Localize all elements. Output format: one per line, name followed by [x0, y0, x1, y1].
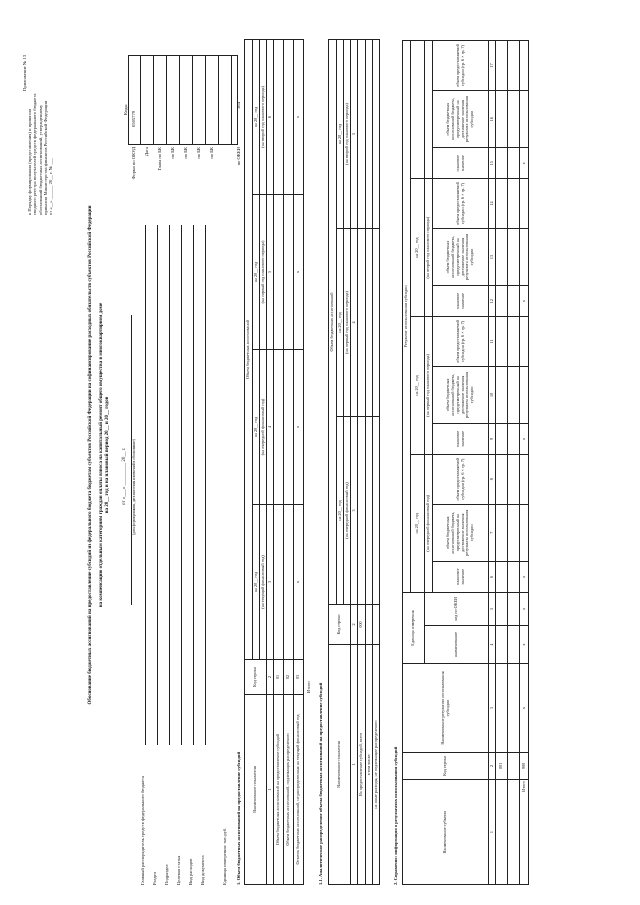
s3-sub-subsidy: объем предоставляемой субсидии (гр. 6 × гр. 7) — [433, 41, 489, 91]
cell — [358, 229, 366, 417]
cell — [496, 228, 508, 285]
s3-period-year: на 20__ год — [411, 179, 425, 317]
cell — [520, 228, 529, 285]
x-mark: x — [520, 664, 529, 752]
s3-sub-subsidy: объем предоставляемой субсидии (гр. 6 × гр. 7) — [433, 179, 489, 229]
cell — [373, 417, 380, 605]
code-value: 384 — [236, 102, 241, 109]
s3-sub-subsidy: объем предоставляемой субсидии (гр. 6 × гр. 7) — [433, 317, 489, 367]
col-number: 11 — [489, 317, 496, 367]
cell — [274, 350, 284, 505]
cell — [508, 286, 520, 317]
col-number: 4 — [489, 625, 496, 664]
s1-period-year: на 20__ год — [253, 505, 260, 660]
col-number: 12 — [489, 286, 496, 317]
s1-total-label: Итого — [306, 681, 311, 693]
document-date: от «___» _________ 20__ г. — [122, 447, 127, 505]
cell — [508, 41, 520, 91]
document-subtitle: на компенсацию отдельным категориям граждан оплаты взноса на капитальный ремонт общего имущества в многоквартирном доме — [99, 302, 104, 608]
annex-line: сводного реестра получателей средств федерального бюджета — [32, 93, 38, 215]
code-label: по БК — [170, 147, 175, 159]
cell — [373, 39, 380, 228]
table-row-total — [520, 41, 529, 885]
s2-period-sub: (на очередной финансовый год) — [344, 417, 351, 605]
cell — [496, 504, 508, 561]
s3-sub-plan: плановое значение — [433, 148, 489, 179]
s2-period-year: на 20__ год — [337, 417, 344, 605]
section-2-table — [328, 39, 380, 885]
cell — [496, 780, 508, 885]
annex-line: обоснований бюджетных ассигнований, утвержденному — [37, 104, 43, 215]
code-label: Дата — [144, 147, 149, 157]
x-mark: x — [520, 561, 529, 592]
col-number: 4 — [267, 350, 274, 505]
s2-period-sub: (на первый год планового периода) — [344, 229, 351, 417]
s3-sub-subsidy: объем предоставляемой субсидии (гр. 6 × гр. 7) — [433, 454, 489, 504]
row-code — [366, 605, 373, 645]
field-target-article: Целевая статья — [176, 855, 181, 885]
field-grbs: Главный распорядитель средств федерального бюджета — [140, 775, 145, 885]
s3-col-group: Результат использования субсидии — [403, 41, 411, 593]
cell: x — [294, 39, 304, 194]
s3-sub-plan: плановое значение — [433, 286, 489, 317]
s1-col-name: Наименование показателя — [245, 695, 267, 885]
field-section: Раздел — [152, 872, 157, 885]
table-row — [373, 39, 380, 884]
cell — [284, 505, 294, 660]
cell — [508, 228, 520, 285]
col-number: 13 — [489, 228, 496, 285]
cell — [274, 505, 284, 660]
col-number: 5 — [489, 592, 496, 625]
cell — [508, 148, 520, 179]
cell: x — [294, 505, 304, 660]
s3-sub-budget: объем бюджетных ассигнований бюджета, предусмотренный на достижение значения результата использования субсидии — [433, 366, 489, 423]
col-number: 8 — [489, 454, 496, 504]
s3-sub-budget: объем бюджетных ассигнований бюджета, предусмотренный на достижение значения результата использования субсидии — [433, 90, 489, 147]
row-code: 03 — [294, 660, 304, 695]
annex-line: приказом Министерства финансов Российской Федерации — [42, 100, 48, 215]
codes-list — [128, 55, 246, 205]
cell — [366, 417, 373, 605]
s3-sub-budget: объем бюджетных ассигнований бюджета, предусмотренный на достижение значения результата использования субсидии — [433, 228, 489, 285]
cell — [366, 39, 373, 228]
cell — [508, 90, 520, 147]
col-number: 3 — [351, 417, 358, 605]
cell — [520, 90, 529, 147]
code-value: 0505779 — [131, 110, 136, 127]
x-mark: x — [520, 286, 529, 317]
code-label: Глава по БК — [157, 147, 162, 171]
table-row — [366, 39, 373, 884]
cell — [373, 229, 380, 417]
cell — [508, 454, 520, 504]
row-name: На предоставление субсидий, всего — [358, 645, 366, 885]
row-code: 000 — [358, 605, 366, 645]
section-3-title: 2. Справочно: информация о результатах использования субсидий — [393, 746, 398, 885]
col-number: 1 — [351, 645, 358, 885]
s2-period-year: на 20__ год — [337, 39, 344, 228]
cell — [358, 39, 366, 228]
cell — [496, 592, 508, 625]
s3-col-subject: Наименование субъекта — [403, 780, 489, 885]
code-label: Форма по ОКУД — [131, 147, 136, 180]
row-name: Остаток бюджетных ассигнований, не распределенных на текущий финансовый год — [294, 695, 304, 885]
s3-period-year: на 20__ год — [411, 317, 425, 455]
cell — [284, 350, 294, 505]
col-number: 3 — [489, 664, 496, 752]
cell — [520, 504, 529, 561]
cell — [496, 179, 508, 229]
col-number: 3 — [267, 505, 274, 660]
row-name: на иные расходы, не подлежащие распределению — [373, 645, 380, 885]
s3-sub-plan: плановое значение — [433, 561, 489, 592]
row-name: в том числе: — [366, 645, 373, 885]
s3-sub-budget: объем бюджетных ассигнований бюджета, предусмотренный на достижение значения результата использования субсидии — [433, 504, 489, 561]
cell — [520, 366, 529, 423]
s1-col-code: Код строки — [245, 660, 267, 695]
s3-period-sub: (на первый год планового периода) — [425, 317, 433, 455]
field-document-type: Вид документа — [200, 855, 205, 885]
cell — [496, 148, 508, 179]
cell — [496, 561, 508, 592]
col-number: 5 — [267, 195, 274, 350]
annex-line: Приложение № 13 — [22, 55, 27, 91]
s2-col-group: Объем бюджетных ассигнований — [329, 39, 337, 604]
row-code: 001 — [496, 752, 508, 780]
col-number: 1 — [267, 695, 274, 885]
document-date-note: (дата формирования, дата внесения изменений в обоснование) — [132, 439, 136, 535]
cell — [496, 424, 508, 455]
table-row — [496, 41, 508, 885]
s1-period-year: на 20__ год — [253, 39, 260, 194]
cell — [508, 504, 520, 561]
col-number: 4 — [351, 229, 358, 417]
cell: x — [294, 195, 304, 350]
cell — [284, 39, 294, 194]
s1-col-group: Объем бюджетных ассигнований — [245, 39, 253, 659]
col-number: 10 — [489, 366, 496, 423]
col-number: 7 — [489, 504, 496, 561]
total-label: Итого — [520, 780, 529, 885]
cell — [508, 625, 520, 664]
section-3-table — [402, 40, 529, 885]
s2-col-code: Код строки — [329, 605, 351, 645]
s1-period-year: на 20__ год — [253, 195, 260, 350]
cell — [496, 41, 508, 91]
cell — [496, 454, 508, 504]
col-number: 16 — [489, 90, 496, 147]
cell — [508, 592, 520, 625]
s3-col-result: Наименование результата использования субсидии — [403, 664, 489, 752]
row-code — [508, 752, 520, 780]
col-number: 2 — [489, 752, 496, 780]
cell — [508, 561, 520, 592]
cell — [366, 229, 373, 417]
s3-period-year: на 20__ год — [411, 454, 425, 592]
s1-period-sub: (на первый год планового периода) — [260, 195, 267, 350]
field-unit: Единица измерения: тыс.руб. — [222, 827, 227, 885]
document-title: Обоснование бюджетных ассигнований на предоставление субсидий из федерального бюджета бюджетам субъектов Российской Федерации на софинансирование расходных обязательств субъектов Российской Федерации — [88, 205, 93, 705]
cell — [284, 195, 294, 350]
s3-sub-plan: плановое значение — [433, 424, 489, 455]
s3-period-sub: (на очередной финансовый год) — [425, 454, 433, 592]
x-mark: x — [520, 148, 529, 179]
x-mark: x — [520, 424, 529, 455]
cell — [520, 41, 529, 91]
s3-period-sub-extra — [425, 41, 433, 179]
cell — [508, 179, 520, 229]
s1-period-sub: (на очередной финансовый год) — [260, 350, 267, 505]
cell — [520, 454, 529, 504]
cell — [274, 39, 284, 194]
section-1-title: 1. Объем бюджетных ассигнований на предоставление субсидий — [236, 751, 241, 885]
cell — [508, 424, 520, 455]
s3-unit-name: наименование — [425, 625, 489, 664]
s3-unit-okei: код по ОКЕИ — [425, 592, 489, 625]
row-code: 900 — [520, 752, 529, 780]
cell — [508, 366, 520, 423]
row-code — [373, 605, 380, 645]
table-row — [358, 39, 366, 884]
field-subsection: Подраздел — [164, 864, 169, 885]
col-number: 14 — [489, 179, 496, 229]
table-row — [508, 41, 520, 885]
cell — [508, 664, 520, 752]
cell — [496, 317, 508, 367]
row-name: Объем бюджетных ассигнований на предоставление субсидий — [274, 695, 284, 885]
x-mark: x — [520, 592, 529, 625]
s1-period-sub: (на второй год планового периода) — [260, 39, 267, 194]
annex-line: к Порядку формирования (представления) и принятия — [27, 109, 33, 215]
col-number: 5 — [351, 39, 358, 228]
s2-period-sub: (на второй год планового периода) — [344, 39, 351, 228]
s3-col-unit: Единица измерения — [403, 592, 425, 664]
s3-col-code: Код строки — [403, 752, 489, 780]
cell — [520, 179, 529, 229]
cell — [496, 366, 508, 423]
row-code: 02 — [284, 660, 294, 695]
annex-line: от «__» ______ 20__ г. № ___ — [48, 157, 54, 215]
annex-block — [22, 55, 53, 215]
s2-period-year: на 20__ год — [337, 229, 344, 417]
document-period: на 20__ год и на плановый период 20__ и 20__ годов — [105, 396, 110, 514]
row-name: Объем бюджетных ассигнований, подлежащих распределению — [284, 695, 294, 885]
section-1-table — [244, 39, 304, 885]
col-number: 17 — [489, 41, 496, 91]
cell — [520, 317, 529, 367]
section-2-title: 1.1. Аналитическое распределение объема бюджетных ассигнований на предоставление субсидий — [318, 682, 323, 885]
field-expense-type: Вид расходов — [188, 858, 193, 885]
cell — [508, 317, 520, 367]
cell: x — [294, 350, 304, 505]
table-row — [294, 39, 304, 884]
code-label: по ОКЕИ — [236, 147, 241, 166]
cell — [496, 664, 508, 752]
table-row — [274, 39, 284, 884]
code-label: по БК — [183, 147, 188, 159]
x-mark: x — [520, 625, 529, 664]
col-number: 2 — [267, 660, 274, 695]
s1-period-year: на 20__ год — [253, 350, 260, 505]
s2-col-name: Наименование показателя — [329, 645, 351, 885]
cell — [358, 417, 366, 605]
cell — [496, 90, 508, 147]
col-number: 1 — [489, 780, 496, 885]
col-number: 6 — [489, 561, 496, 592]
row-code: 01 — [274, 660, 284, 695]
col-number: 9 — [489, 424, 496, 455]
cell — [508, 780, 520, 885]
cell — [274, 195, 284, 350]
col-number: 6 — [267, 39, 274, 194]
code-label: по БК — [196, 147, 201, 159]
col-number: 2 — [351, 605, 358, 645]
cell — [496, 625, 508, 664]
cell — [496, 286, 508, 317]
s3-period-extra — [411, 41, 425, 179]
s1-period-sub: (на текущий финансовый год) — [260, 505, 267, 660]
s3-period-sub: (на второй год планового периода) — [425, 179, 433, 317]
code-label: по БК — [209, 147, 214, 159]
codes-header: Коды — [123, 104, 128, 115]
table-row — [284, 39, 294, 884]
col-number: 15 — [489, 148, 496, 179]
